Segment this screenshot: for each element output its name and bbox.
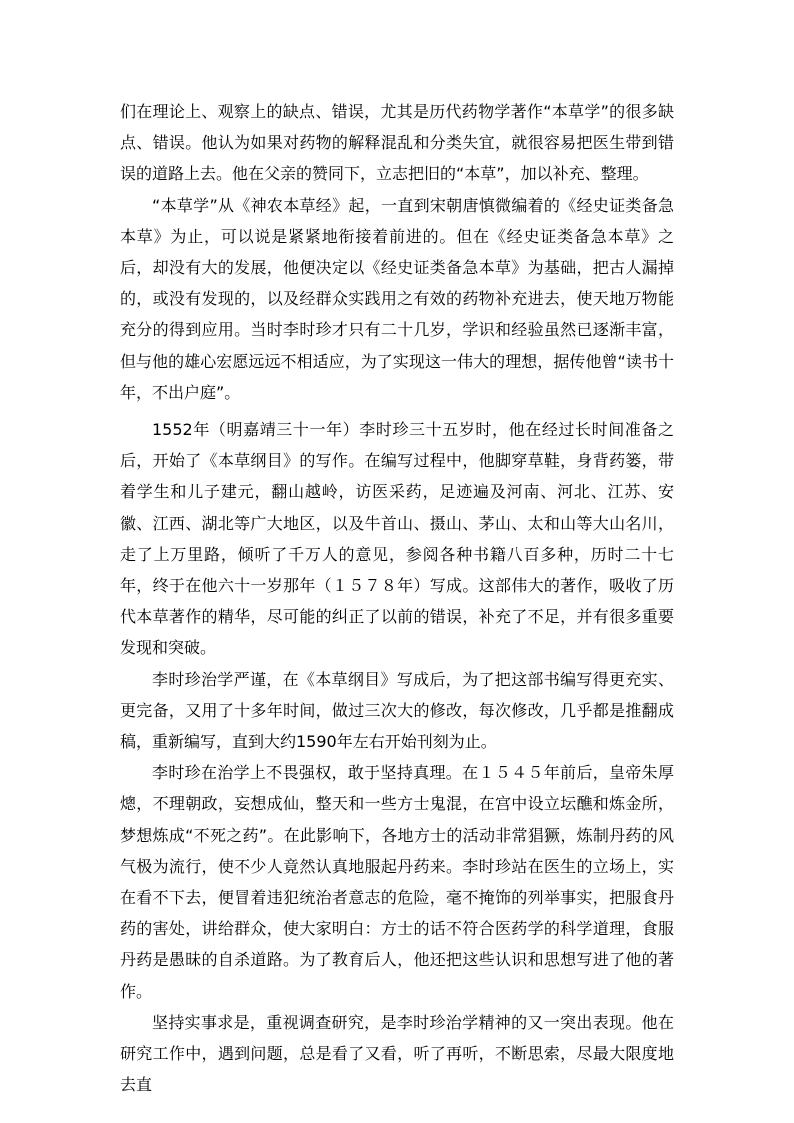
- paragraph-research: 坚持实事求是，重视调查研究，是李时珍治学精神的又一突出表现。他在研究工作中，遇到问题，总是看了又看，听了再听，不断思索，尽最大限度地去直: [120, 1012, 674, 1095]
- paragraph-continuation: 们在理论上、观察上的缺点、错误，尤其是历代药物学著作“本草学”的很多缺点、错误。他认为如果对药物的解释混乱和分类失宜，就很容易把医生带到错误的道路上去。他在父亲的赞同下，立志把旧的“本草”，加以补充、整理。: [120, 102, 674, 184]
- paragraph-bencao-history: “本草学”从《神农本草经》起，一直到宋朝唐慎微编着的《经史证类备急本草》为止，可以说是紧紧地衔接着前进的。但在《经史证类备急本草》之后，却没有大的发展，他便决定以《经史证类备急本草》为基础，把古人漏掉的，或没有发现的，以及经群众实践用之有效的药物补充进去，使天地万物能充分的得到应用。当时李时珍才只有二十几岁，学识和经验虽然已逐渐丰富，但与他的雄心宏愿远远不相适应，为了实现这一伟大的理想，据传他曾“读书十年，不出户庭”。: [120, 195, 674, 402]
- paragraph-writing-process: 1552年（明嘉靖三十一年）李时珍三十五岁时，他在经过长时间准备之后，开始了《本草纲目》的写作。在编写过程中，他脚穿草鞋，身背药篓，带着学生和儿子建元，翻山越岭，访医采药，足迹遍及河南、河北、江苏、安徽、江西、湖北等广大地区，以及牛首山、摄山、茅山、太和山等大山名川，走了上万里路，倾听了千万人的意见，参阅各种书籍八百多种，历时二十七年，终于在他六十一岁那年（１５７８年）写成。这部伟大的著作，吸收了历代本草著作的精华，尽可能的纠正了以前的错误，补充了不足，并有很多重要发现和突破。: [120, 420, 674, 658]
- paragraph-truth: 李时珍在治学上不畏强权，敢于坚持真理。在１５４５年前后，皇帝朱厚熜，不理朝政，妄想成仙，整天和一些方士鬼混，在宫中设立坛醮和炼金所，梦想炼成“不死之药”。在此影响下，各地方士的活动非常猖獗，炼制丹药的风气极为流行，使不少人竟然认真地服起丹药来。李时珍站在医生的立场上，实在看不下去，便冒着违犯统治者意志的危险，毫不掩饰的列举事实，把服食丹药的害处，讲给群众，使大家明白：方士的话不符合医药学的科学道理，食服丹药是愚昧的自杀道路。为了教育后人，他还把这些认识和思想写进了他的著作。: [120, 763, 674, 1001]
- paragraph-revisions: 李时珍治学严谨，在《本草纲目》写成后，为了把这部书编写得更充实、更完备，又用了十多年时间，做过三次大的修改，每次修改，几乎都是推翻成稿，重新编写，直到大约1590年左右开始刊刻为止。: [120, 669, 674, 752]
- body-text: [120, 96, 674, 1101]
